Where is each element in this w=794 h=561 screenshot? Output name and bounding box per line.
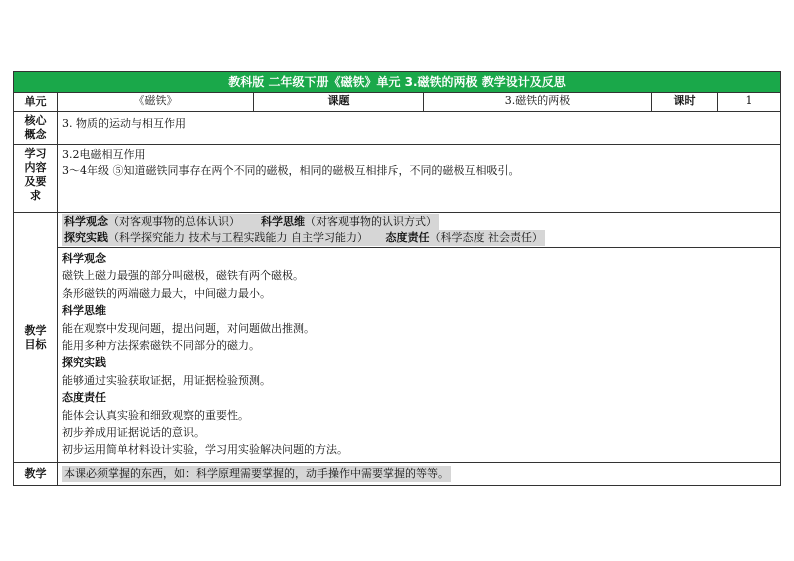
goals-line-4-3: 初步运用简单材料设计实验，学习用实验解决问题的方法。 bbox=[62, 443, 348, 457]
goals-intro-d-bold: 态度责任 bbox=[385, 231, 430, 244]
content-label bbox=[14, 145, 58, 213]
goals-line-1-1: 磁铁上磁力最强的部分叫磁极，磁铁有两个磁极。 bbox=[62, 269, 304, 283]
goals-label bbox=[14, 213, 58, 463]
content-row bbox=[14, 145, 781, 213]
goals-intro-d-text: （科学态度 社会责任） bbox=[429, 231, 543, 244]
goals-intro-b-text: （对客观事物的认识方式） bbox=[304, 215, 437, 228]
goals-intro-line-1 bbox=[62, 214, 439, 230]
goals-intro bbox=[58, 213, 780, 248]
core-concept-row bbox=[14, 112, 781, 145]
goals-line-2-2: 能用多种方法探索磁铁不同部分的磁力。 bbox=[62, 339, 260, 353]
core-concept-value: 3. 物质的运动与相互作用 bbox=[58, 112, 781, 145]
goals-line-2-1: 能在观察中发现问题，提出问题，对问题做出推测。 bbox=[62, 321, 315, 335]
goals-heading-3: 探究实践 bbox=[62, 356, 106, 370]
key-points-row bbox=[14, 463, 781, 486]
goals-intro-b-bold: 科学思维 bbox=[260, 215, 305, 228]
goals-cell bbox=[58, 213, 781, 463]
core-concept-label bbox=[14, 112, 58, 145]
period-label: 课时 bbox=[652, 93, 718, 112]
goals-intro-c-text: （科学探究能力 技术与工程实践能力 自主学习能力） bbox=[108, 231, 368, 244]
content-value bbox=[58, 145, 781, 213]
goals-label-text: 教学目标 bbox=[24, 323, 47, 351]
goals-row bbox=[14, 213, 781, 463]
lesson-plan-table bbox=[13, 71, 781, 486]
content-line-1: 3.2电磁相互作用 bbox=[62, 148, 146, 161]
unit-value: 《磁铁》 bbox=[58, 93, 254, 112]
topic-label: 课题 bbox=[254, 93, 424, 112]
content-line-2: 3～4年级 ⑤知道磁铁同事存在两个不同的磁极，相同的磁极互相排斥，不同的磁极互相吸引。 bbox=[62, 164, 520, 177]
goals-intro-a-text: （对客观事物的总体认识） bbox=[108, 215, 240, 228]
unit-label: 单元 bbox=[14, 93, 58, 112]
key-points-label: 教学 bbox=[14, 463, 58, 486]
key-points-cell bbox=[58, 463, 781, 486]
goals-line-1-2: 条形磁铁的两端磁力最大，中间磁力最小。 bbox=[62, 286, 271, 300]
goals-intro-line-2 bbox=[62, 230, 545, 246]
goals-heading-4: 态度责任 bbox=[62, 391, 106, 405]
goals-line-4-2: 初步养成用证据说话的意识。 bbox=[62, 426, 205, 440]
topic-value: 3.磁铁的两极 bbox=[424, 93, 652, 112]
goals-line-3-1: 能够通过实验获取证据，用证据检验预测。 bbox=[62, 373, 271, 387]
lesson-plan-sheet bbox=[13, 71, 780, 486]
content-label-text: 学习内容及要求 bbox=[24, 147, 47, 202]
period-value: 1 bbox=[718, 93, 781, 112]
core-concept-label-text: 核心概念 bbox=[24, 114, 47, 141]
goals-intro-a-bold: 科学观念 bbox=[64, 215, 108, 228]
goals-body bbox=[58, 248, 780, 459]
page-title: 教科版 二年级下册《磁铁》单元 3.磁铁的两极 教学设计及反思 bbox=[14, 72, 781, 93]
goals-heading-2: 科学思维 bbox=[62, 304, 106, 318]
goals-intro-c-bold: 探究实践 bbox=[64, 231, 108, 244]
goals-line-4-1: 能体会认真实验和细致观察的重要性。 bbox=[62, 408, 249, 422]
title-row bbox=[14, 72, 781, 93]
goals-heading-1: 科学观念 bbox=[62, 252, 106, 265]
key-points-value: 本课必须掌握的东西，如：科学原理需要掌握的，动手操作中需要掌握的等等。 bbox=[64, 467, 449, 480]
unit-row bbox=[14, 93, 781, 112]
